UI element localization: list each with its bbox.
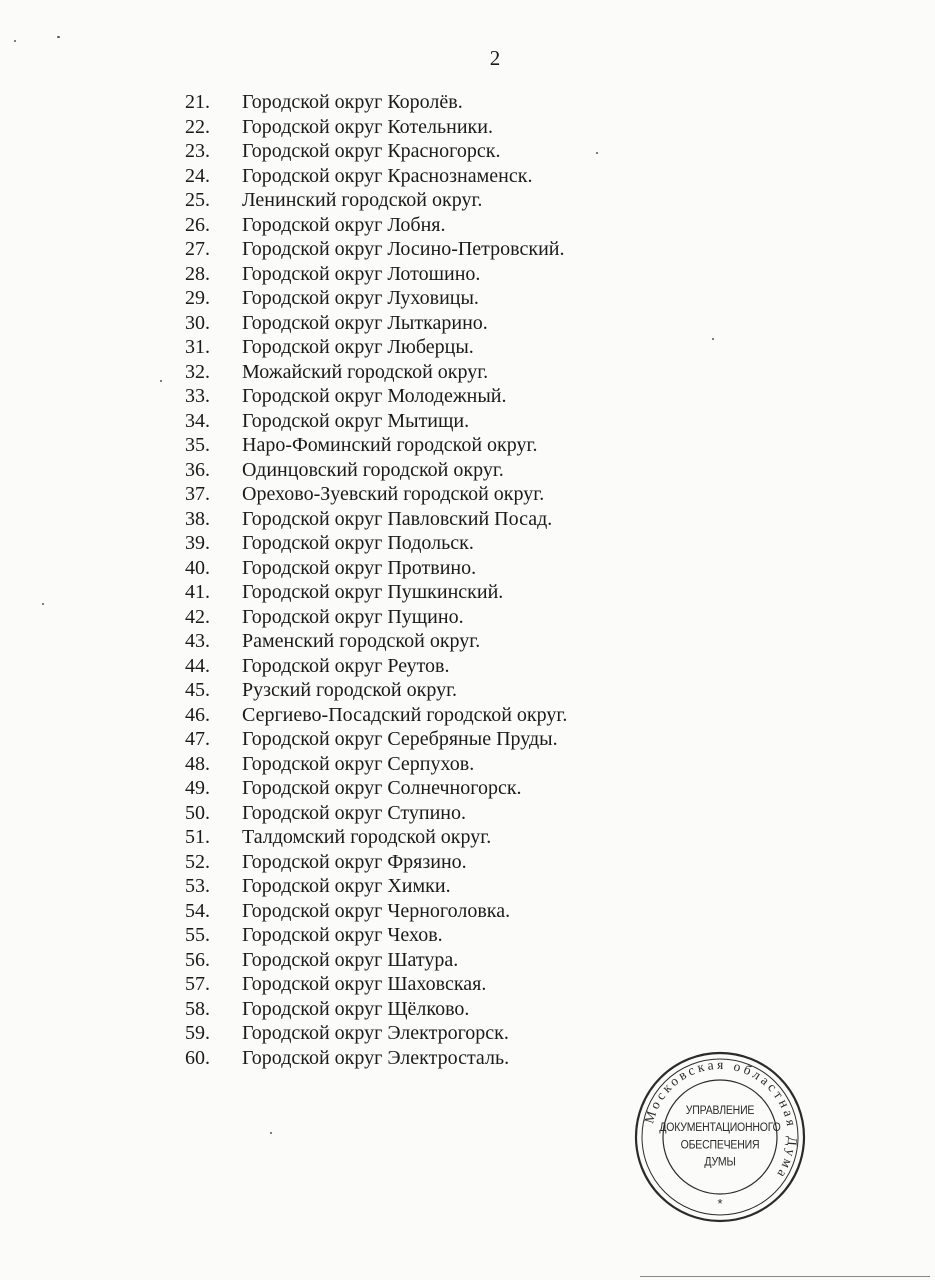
item-text: Городской округ Щёлково.	[242, 997, 470, 1020]
scan-speck	[270, 1132, 272, 1134]
item-text: Городской округ Черноголовка.	[242, 899, 511, 922]
list-item	[150, 825, 567, 850]
item-text: Городской округ Серебряные Пруды.	[242, 728, 558, 750]
list-item	[150, 1046, 567, 1071]
list-item	[150, 752, 567, 777]
item-text: Городской округ Подольск.	[242, 532, 474, 554]
item-number: 46.	[185, 703, 210, 726]
item-text: Городской округ Фрязино.	[242, 850, 467, 873]
item-number: 33.	[185, 385, 210, 407]
item-text: Городской округ Протвино.	[242, 556, 477, 579]
list-item	[150, 384, 567, 409]
item-number: 43.	[185, 630, 210, 652]
scan-speck	[57, 36, 60, 38]
item-number: 22.	[185, 115, 210, 138]
list-item	[150, 409, 567, 434]
list-item	[150, 899, 567, 924]
item-number: 44.	[185, 654, 210, 677]
seal-center-text	[633, 1037, 807, 1237]
list-item	[150, 286, 567, 311]
list-item	[150, 874, 567, 899]
list-item	[150, 311, 567, 336]
item-number: 50.	[185, 801, 210, 824]
item-number: 41.	[185, 581, 210, 603]
list-item	[150, 629, 567, 654]
list-item	[150, 507, 567, 532]
item-text: Ленинский городской округ.	[242, 189, 483, 211]
list-item	[150, 213, 567, 238]
item-number: 24.	[185, 164, 210, 187]
item-text: Городской округ Молодежный.	[242, 385, 507, 407]
page-number: 2	[489, 46, 501, 70]
item-number: 32.	[185, 360, 210, 383]
list-item	[150, 139, 567, 164]
item-text: Городской округ Мытищи.	[242, 409, 470, 432]
item-text: Городской округ Павловский Посад.	[242, 507, 553, 530]
list-item	[150, 164, 567, 189]
item-text: Городской округ Лыткарино.	[242, 311, 488, 334]
item-number: 40.	[185, 556, 210, 579]
item-number: 42.	[185, 605, 210, 628]
item-number: 45.	[185, 679, 210, 701]
list-item	[150, 262, 567, 287]
district-list	[150, 90, 567, 1070]
item-number: 23.	[185, 140, 210, 162]
list-item	[150, 948, 567, 973]
item-number: 38.	[185, 507, 210, 530]
item-number: 34.	[185, 409, 210, 432]
item-number: 57.	[185, 973, 210, 995]
item-text: Городской округ Серпухов.	[242, 752, 475, 775]
item-text: Одинцовский городской округ.	[242, 458, 504, 481]
item-text: Городской округ Ступино.	[242, 801, 467, 824]
item-text: Талдомский городской округ.	[242, 826, 492, 848]
seal-star-mark: *	[717, 1196, 723, 1211]
scan-speck	[712, 338, 714, 340]
item-text: Рузский городской округ.	[242, 679, 458, 701]
item-number: 48.	[185, 752, 210, 775]
list-item	[150, 580, 567, 605]
list-item	[150, 115, 567, 140]
item-text: Городской округ Люберцы.	[242, 336, 474, 358]
list-item	[150, 850, 567, 875]
list-item	[150, 997, 567, 1022]
item-number: 47.	[185, 728, 210, 750]
item-text: Городской округ Луховицы.	[242, 287, 479, 309]
list-item	[150, 923, 567, 948]
item-text: Городской округ Красногорск.	[242, 140, 501, 162]
item-number: 25.	[185, 189, 210, 211]
list-item	[150, 531, 567, 556]
item-text: Сергиево-Посадский городской округ.	[242, 703, 568, 726]
item-text: Городской округ Краснознаменск.	[242, 164, 533, 187]
list-item	[150, 556, 567, 581]
list-item	[150, 237, 567, 262]
item-text: Можайский городской округ.	[242, 360, 489, 383]
seal-ring-text: Московская областная Дума	[641, 1056, 801, 1183]
list-item	[150, 433, 567, 458]
item-text: Городской округ Чехов.	[242, 924, 443, 946]
item-number: 27.	[185, 238, 210, 260]
item-number: 59.	[185, 1022, 210, 1044]
item-number: 37.	[185, 483, 210, 505]
item-number: 21.	[185, 91, 210, 113]
list-item	[150, 776, 567, 801]
item-text: Городской округ Пущино.	[242, 605, 464, 628]
item-number: 53.	[185, 875, 210, 897]
scan-speck	[14, 40, 16, 42]
seal-center-line: УПРАВЛЕНИЕ	[685, 1103, 755, 1118]
bottom-edge-line	[640, 1276, 930, 1277]
list-item	[150, 605, 567, 630]
seal-center-line: ОБЕСПЕЧЕНИЯ	[680, 1138, 760, 1152]
item-number: 58.	[185, 997, 210, 1020]
list-item	[150, 90, 567, 115]
scan-speck	[160, 380, 162, 382]
list-item	[150, 360, 567, 385]
scan-speck	[596, 152, 598, 154]
item-text: Городской округ Пушкинский.	[242, 581, 504, 603]
item-number: 60.	[185, 1046, 210, 1069]
item-text: Городской округ Электрогорск.	[242, 1022, 509, 1044]
list-item	[150, 972, 567, 997]
item-text: Городской округ Лосино-Петровский.	[242, 238, 565, 260]
list-item	[150, 188, 567, 213]
item-text: Городской округ Электросталь.	[242, 1046, 510, 1069]
item-number: 49.	[185, 777, 210, 799]
item-text: Городской округ Шаховская.	[242, 973, 487, 995]
official-seal	[633, 1050, 807, 1224]
item-text: Городской округ Солнечногорск.	[242, 777, 522, 799]
list-item	[150, 654, 567, 679]
item-text: Городской округ Лобня.	[242, 213, 446, 236]
item-number: 36.	[185, 458, 210, 481]
seal-center-line: ДУМЫ	[704, 1155, 736, 1170]
item-text: Наро-Фоминский городской округ.	[242, 434, 538, 456]
scan-speck	[42, 603, 44, 605]
item-text: Городской округ Лотошино.	[242, 262, 481, 285]
item-number: 52.	[185, 850, 210, 873]
item-number: 55.	[185, 924, 210, 946]
item-number: 30.	[185, 311, 210, 334]
item-number: 35.	[185, 434, 210, 456]
item-number: 28.	[185, 262, 210, 285]
list-item	[150, 1021, 567, 1046]
item-text: Городской округ Котельники.	[242, 115, 493, 138]
item-number: 31.	[185, 336, 210, 358]
list-item	[150, 482, 567, 507]
item-number: 54.	[185, 899, 210, 922]
seal-center-line: ДОКУМЕНТАЦИОННОГО	[659, 1120, 781, 1135]
list-item	[150, 703, 567, 728]
item-text: Городской округ Шатура.	[242, 948, 459, 971]
item-text: Городской округ Химки.	[242, 875, 451, 897]
item-text: Городской округ Реутов.	[242, 654, 450, 677]
item-number: 29.	[185, 287, 210, 309]
item-number: 51.	[185, 826, 210, 848]
item-text: Городской округ Королёв.	[242, 91, 463, 113]
list-item	[150, 458, 567, 483]
item-number: 56.	[185, 948, 210, 971]
item-text: Раменский городской округ.	[242, 630, 481, 652]
item-text: Орехово-Зуевский городской округ.	[242, 483, 545, 505]
list-item	[150, 335, 567, 360]
item-number: 26.	[185, 213, 210, 236]
list-item	[150, 678, 567, 703]
list-item	[150, 727, 567, 752]
item-number: 39.	[185, 532, 210, 554]
list-item	[150, 801, 567, 826]
